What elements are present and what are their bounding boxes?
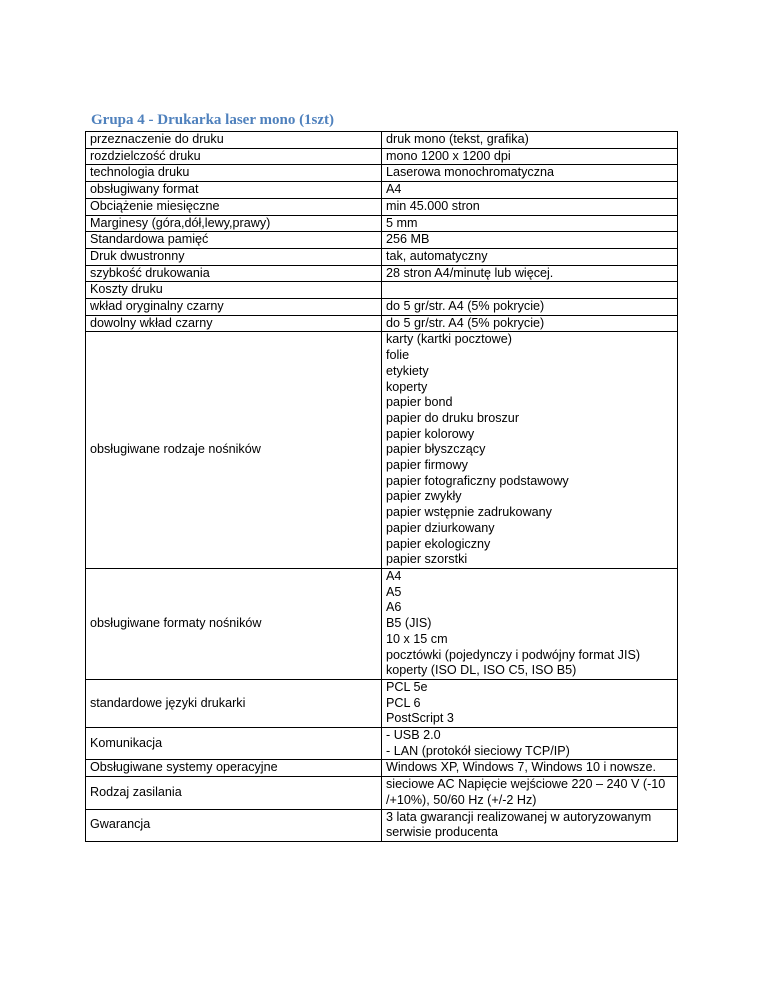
spec-value-print-costs — [382, 282, 678, 299]
table-row — [86, 299, 678, 316]
spec-value-printer-languages — [382, 679, 678, 727]
table-row — [86, 760, 678, 777]
table-row — [86, 132, 678, 149]
spec-label-original-cartridge: wkład oryginalny czarny — [86, 299, 382, 316]
spec-label-print-costs: Koszty druku — [86, 282, 382, 299]
list-item: etykiety — [386, 363, 429, 378]
table-row — [86, 777, 678, 809]
list-item: PCL 6 — [386, 695, 421, 710]
list-item: - USB 2.0 — [386, 728, 441, 743]
list-item: koperty — [386, 379, 428, 394]
list-item: B5 (JIS) — [386, 616, 432, 631]
list-item: A5 — [386, 584, 402, 599]
list-item: papier szorstki — [386, 552, 468, 567]
spec-value-memory: 256 MB — [382, 232, 678, 249]
spec-value-warranty — [382, 809, 678, 841]
spec-value-resolution: mono 1200 x 1200 dpi — [382, 148, 678, 165]
list-item: 10 x 15 cm — [386, 631, 448, 646]
list-item: papier wstępnie zadrukowany — [386, 505, 552, 520]
spec-value-original-cartridge: do 5 gr/str. A4 (5% pokrycie) — [382, 299, 678, 316]
spec-value-communication — [382, 728, 678, 760]
table-row — [86, 282, 678, 299]
specification-table — [85, 131, 678, 842]
spec-label-technology: technologia druku — [86, 165, 382, 182]
spec-label-media-types: obsługiwane rodzaje nośników — [86, 332, 382, 569]
spec-value-media-types — [382, 332, 678, 569]
list-item: papier firmowy — [386, 458, 468, 473]
spec-label-memory: Standardowa pamięć — [86, 232, 382, 249]
table-row — [86, 232, 678, 249]
list-item: PostScript 3 — [386, 711, 454, 726]
spec-value-technology: Laserowa monochromatyczna — [382, 165, 678, 182]
spec-value-margins: 5 mm — [382, 215, 678, 232]
table-row — [86, 215, 678, 232]
table-row — [86, 809, 678, 841]
list-item: papier do druku broszur — [386, 410, 520, 425]
spec-value-power — [382, 777, 678, 809]
list-item: pocztówki (pojedynczy i podwójny format JIS) — [386, 647, 641, 662]
list-item: A6 — [386, 600, 402, 615]
spec-label-monthly-load: Obciążenie miesięczne — [86, 198, 382, 215]
list-item: papier ekologiczny — [386, 536, 491, 551]
list-item: papier zwykły — [386, 489, 462, 504]
spec-label-print-purpose: przeznaczenie do druku — [86, 132, 382, 149]
spec-label-printer-languages: standardowe języki drukarki — [86, 679, 382, 727]
list-item: papier błyszczący — [386, 442, 486, 457]
spec-label-media-formats: obsługiwane formaty nośników — [86, 568, 382, 679]
spec-label-duplex: Druk dwustronny — [86, 248, 382, 265]
list-item: A4 — [386, 568, 402, 583]
warranty-text: 3 lata gwarancji realizowanej w autoryzowanym serwisie producenta — [386, 809, 652, 840]
spec-value-operating-systems: Windows XP, Windows 7, Windows 10 i nowsze. — [382, 760, 678, 777]
table-row — [86, 148, 678, 165]
spec-label-margins: Marginesy (góra,dół,lewy,prawy) — [86, 215, 382, 232]
spec-value-format: A4 — [382, 182, 678, 199]
list-item: - LAN (protokół sieciowy TCP/IP) — [386, 743, 570, 758]
page-heading: Grupa 4 - Drukarka laser mono (1szt) — [91, 112, 335, 128]
list-item: papier dziurkowany — [386, 520, 495, 535]
table-row — [86, 679, 678, 727]
spec-label-warranty: Gwarancja — [86, 809, 382, 841]
spec-label-communication: Komunikacja — [86, 728, 382, 760]
spec-value-print-purpose: druk mono (tekst, grafika) — [382, 132, 678, 149]
spec-value-print-speed: 28 stron A4/minutę lub więcej. — [382, 265, 678, 282]
list-item: karty (kartki pocztowe) — [386, 332, 512, 347]
list-item: papier fotograficzny podstawowy — [386, 473, 569, 488]
table-row — [86, 728, 678, 760]
table-row — [86, 165, 678, 182]
list-item: papier bond — [386, 395, 453, 410]
spec-label-power: Rodzaj zasilania — [86, 777, 382, 809]
power-text: sieciowe AC Napięcie wejściowe 220 – 240 V (-10 /+10%), 50/60 Hz (+/-2 Hz) — [386, 777, 666, 807]
table-row — [86, 568, 678, 679]
spec-label-any-cartridge: dowolny wkład czarny — [86, 315, 382, 332]
table-row — [86, 265, 678, 282]
table-row — [86, 198, 678, 215]
spec-value-duplex: tak, automatyczny — [382, 248, 678, 265]
spec-value-media-formats — [382, 568, 678, 679]
table-row — [86, 182, 678, 199]
list-item: folie — [386, 348, 410, 363]
spec-label-print-speed: szybkość drukowania — [86, 265, 382, 282]
spec-value-monthly-load: min 45.000 stron — [382, 198, 678, 215]
table-row — [86, 248, 678, 265]
spec-label-operating-systems: Obsługiwane systemy operacyjne — [86, 760, 382, 777]
spec-label-format: obsługiwany format — [86, 182, 382, 199]
spec-value-any-cartridge: do 5 gr/str. A4 (5% pokrycie) — [382, 315, 678, 332]
table-row — [86, 332, 678, 569]
list-item: papier kolorowy — [386, 426, 475, 441]
table-row — [86, 315, 678, 332]
spec-label-resolution: rozdzielczość druku — [86, 148, 382, 165]
list-item: koperty (ISO DL, ISO C5, ISO B5) — [386, 663, 577, 678]
list-item: PCL 5e — [386, 679, 428, 694]
